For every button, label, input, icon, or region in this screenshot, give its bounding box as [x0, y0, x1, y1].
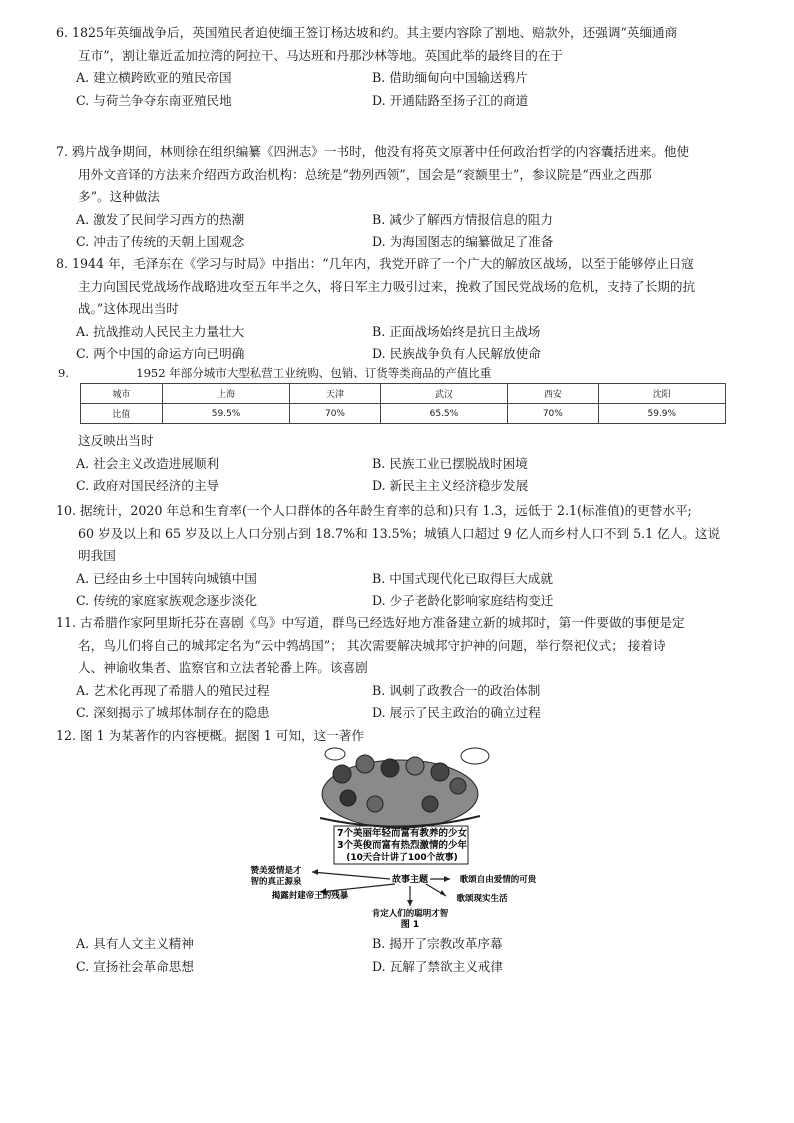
table-header-cell: 西安 [508, 384, 598, 404]
option-d[interactable]: D. 瓦解了禁欲主义戒律 [372, 958, 503, 974]
option-b[interactable]: B. 民族工业已摆脱战时困境 [372, 455, 528, 471]
figure-bottom: 肯定人们的聪明才智 [371, 909, 449, 919]
table-header-cell: 武汉 [380, 384, 507, 404]
figure-left-top: 赞美爱情是才 [250, 866, 302, 876]
table-row [81, 404, 726, 424]
option-a[interactable]: A. 社会主义改造进展顺利 [76, 455, 220, 471]
option-b[interactable]: B. 借助缅甸向中国输送鸦片 [372, 70, 528, 85]
table-cell: 比值 [81, 404, 163, 424]
option-a[interactable]: A. 激发了民间学习西方的热潮 [76, 211, 245, 227]
options [58, 933, 734, 978]
output-ratio-table [80, 383, 726, 424]
option-b[interactable]: B. 中国式现代化已取得巨大成就 [372, 570, 553, 586]
option-a[interactable]: A. 抗战推动人民民主力量壮大 [76, 323, 245, 339]
figure-line-2: 3个英俊而富有热烈激情的少年 [336, 840, 468, 851]
stem-line: 战。”这体现出当时 [78, 301, 179, 316]
figure-1-diagram [250, 746, 550, 928]
option-d[interactable]: D. 开通陆路至扬子江的商道 [372, 92, 529, 108]
stem-line: 多”。这种做法 [78, 189, 161, 204]
table-header-cell: 沈阳 [598, 384, 725, 404]
table-title: 1952 年部分城市大型私营工业统购、包销、订货等类商品的产值比重 [136, 366, 492, 380]
option-d[interactable]: D. 为海国图志的编纂做足了准备 [372, 234, 554, 249]
option-b[interactable]: B. 减少了解西方情报信息的阻力 [372, 211, 553, 227]
table-header-cell: 天津 [290, 384, 380, 404]
figure-center-topic: 故事主题 [391, 875, 429, 885]
stem-line: 11. 古希腊作家阿里斯托芬在喜剧《鸟》中写道，群鸟已经选好地方准备建立新的城邦时，第一件要做的事便是定 [56, 615, 685, 630]
question-stem [58, 500, 734, 568]
question-stem [58, 725, 734, 748]
option-d[interactable]: D. 民族战争负有人民解放使命 [372, 346, 541, 361]
option-a[interactable]: A. 建立横跨欧亚的殖民帝国 [76, 70, 232, 85]
option-b[interactable]: B. 正面战场始终是抗日主战场 [372, 323, 541, 339]
options [58, 67, 734, 112]
question-10 [58, 500, 734, 613]
table-cell: 59.5% [162, 404, 289, 424]
option-a[interactable]: A. 艺术化再现了希腊人的殖民过程 [76, 682, 270, 698]
option-c[interactable]: C. 冲击了传统的天朝上国观念 [76, 234, 245, 249]
question-stem [58, 141, 734, 209]
figure-right-top: 歌颂自由爱情的可贵 [459, 875, 537, 885]
figure-line-1: 7个美丽年轻而富有教养的少女 [336, 828, 468, 839]
table-header-cell: 上海 [162, 384, 289, 404]
option-a[interactable]: A. 已经由乡土中国转向城镇中国 [76, 570, 257, 586]
option-b[interactable]: B. 揭开了宗教改革序幕 [372, 936, 503, 951]
stem-line: 10. 据统计，2020 年总和生育率(一个人口群体的各年龄生育率的总和)只有 1.3，远低于 2.1(标准值)的更替水平; [56, 503, 692, 518]
figure-left-top-2: 智的真正源泉 [250, 877, 302, 887]
option-a[interactable]: A. 具有人文主义精神 [76, 936, 194, 951]
question-number: 9. [58, 366, 69, 380]
question-stem [58, 612, 734, 680]
figure-1 [250, 746, 550, 928]
stem-line: 6. 1825年英缅战争后，英国殖民者迫使缅王签订杨达坡和约。其主要内容除了割地、赔款外，还强调“英缅通商 [56, 25, 678, 40]
question-stem [58, 253, 734, 321]
question-8 [58, 253, 734, 366]
options [58, 453, 734, 498]
figure-left-bottom: 揭露封建帝王的残暴 [271, 891, 349, 901]
question-stem [58, 22, 734, 67]
question-12 [58, 725, 734, 748]
stem-line: 这反映出当时 [78, 433, 154, 448]
stem-line: 12. 图 1 为某著作的内容梗概。据图 1 可知，这一著作 [56, 728, 364, 743]
table-cell: 59.9% [598, 404, 725, 424]
options [58, 568, 734, 613]
question-stem [58, 430, 734, 453]
table-cell: 70% [290, 404, 380, 424]
options [58, 680, 734, 725]
table-cell: 65.5% [380, 404, 507, 424]
option-b[interactable]: B. 讽刺了政教合一的政治体制 [372, 682, 541, 698]
stem-line: 互市”，割让靠近孟加拉湾的阿拉干、马达班和丹那沙林等地。英国此举的最终目的在于 [78, 47, 564, 63]
option-c[interactable]: C. 两个中国的命运方向已明确 [76, 346, 245, 361]
stem-line: 用外文音译的方法来介绍西方政治机构：总统是“勃列西领”，国会是“衮额里士”，参议院是“西业之西那 [78, 166, 652, 182]
question-9 [58, 430, 734, 498]
table-cell: 70% [508, 404, 598, 424]
question-9-header [58, 364, 491, 382]
figure-right-bottom: 歌颂现实生活 [456, 894, 508, 904]
figure-caption: 图 1 [400, 920, 420, 928]
question-6 [58, 22, 734, 112]
stem-line: 人、神谕收集者、监察官和立法者轮番上阵。该喜剧 [78, 660, 368, 675]
options [58, 209, 734, 254]
option-c[interactable]: C. 与荷兰争夺东南亚殖民地 [76, 92, 232, 108]
stem-line: 60 岁及以上和 65 岁及以上人口分别占到 18.7%和 13.5%；城镇人口超过 9 亿人而乡村人口不到 5.1 亿人。这说 [78, 525, 721, 541]
option-c[interactable]: C. 政府对国民经济的主导 [76, 478, 220, 493]
option-d[interactable]: D. 展示了民主政治的确立过程 [372, 705, 541, 720]
table-header-cell: 城市 [81, 384, 163, 404]
stem-line: 主力向国民党战场作战略进攻至五年半之久，将日军主力吸引过来，挽救了国民党战场的危机，支持了长期的抗 [78, 278, 696, 294]
options [58, 321, 734, 366]
table-header-row [81, 384, 726, 404]
stem-line: 7. 鸦片战争期间，林则徐在组织编纂《四洲志》一书时，他没有将英文原著中任何政治哲学的内容囊括进来。他使 [56, 144, 690, 159]
question-12-options [58, 933, 734, 978]
stem-line: 8. 1944 年，毛泽东在《学习与时局》中指出：“几年内，我党开辟了一个广大的解放区战场，以至于能够停止日寇 [56, 256, 694, 271]
option-c[interactable]: C. 传统的家庭家族观念逐步淡化 [76, 593, 257, 608]
option-c[interactable]: C. 深刻揭示了城邦体制存在的隐患 [76, 705, 270, 720]
question-7 [58, 141, 734, 254]
question-11 [58, 612, 734, 725]
option-d[interactable]: D. 新民主主义经济稳步发展 [372, 478, 529, 493]
stem-line: 明我国 [78, 548, 116, 563]
option-d[interactable]: D. 少子老龄化影响家庭结构变迁 [372, 593, 554, 608]
option-c[interactable]: C. 宣扬社会革命思想 [76, 958, 194, 974]
figure-line-3: (10天合计讲了100个故事) [346, 853, 458, 863]
stem-line: 名，鸟儿们将自己的城邦定名为“云中鹁鸪国”； 其次需要解决城邦守护神的问题，举行祭祀仪式； 接着诗 [78, 637, 666, 653]
storytellers-illustration [320, 748, 489, 828]
